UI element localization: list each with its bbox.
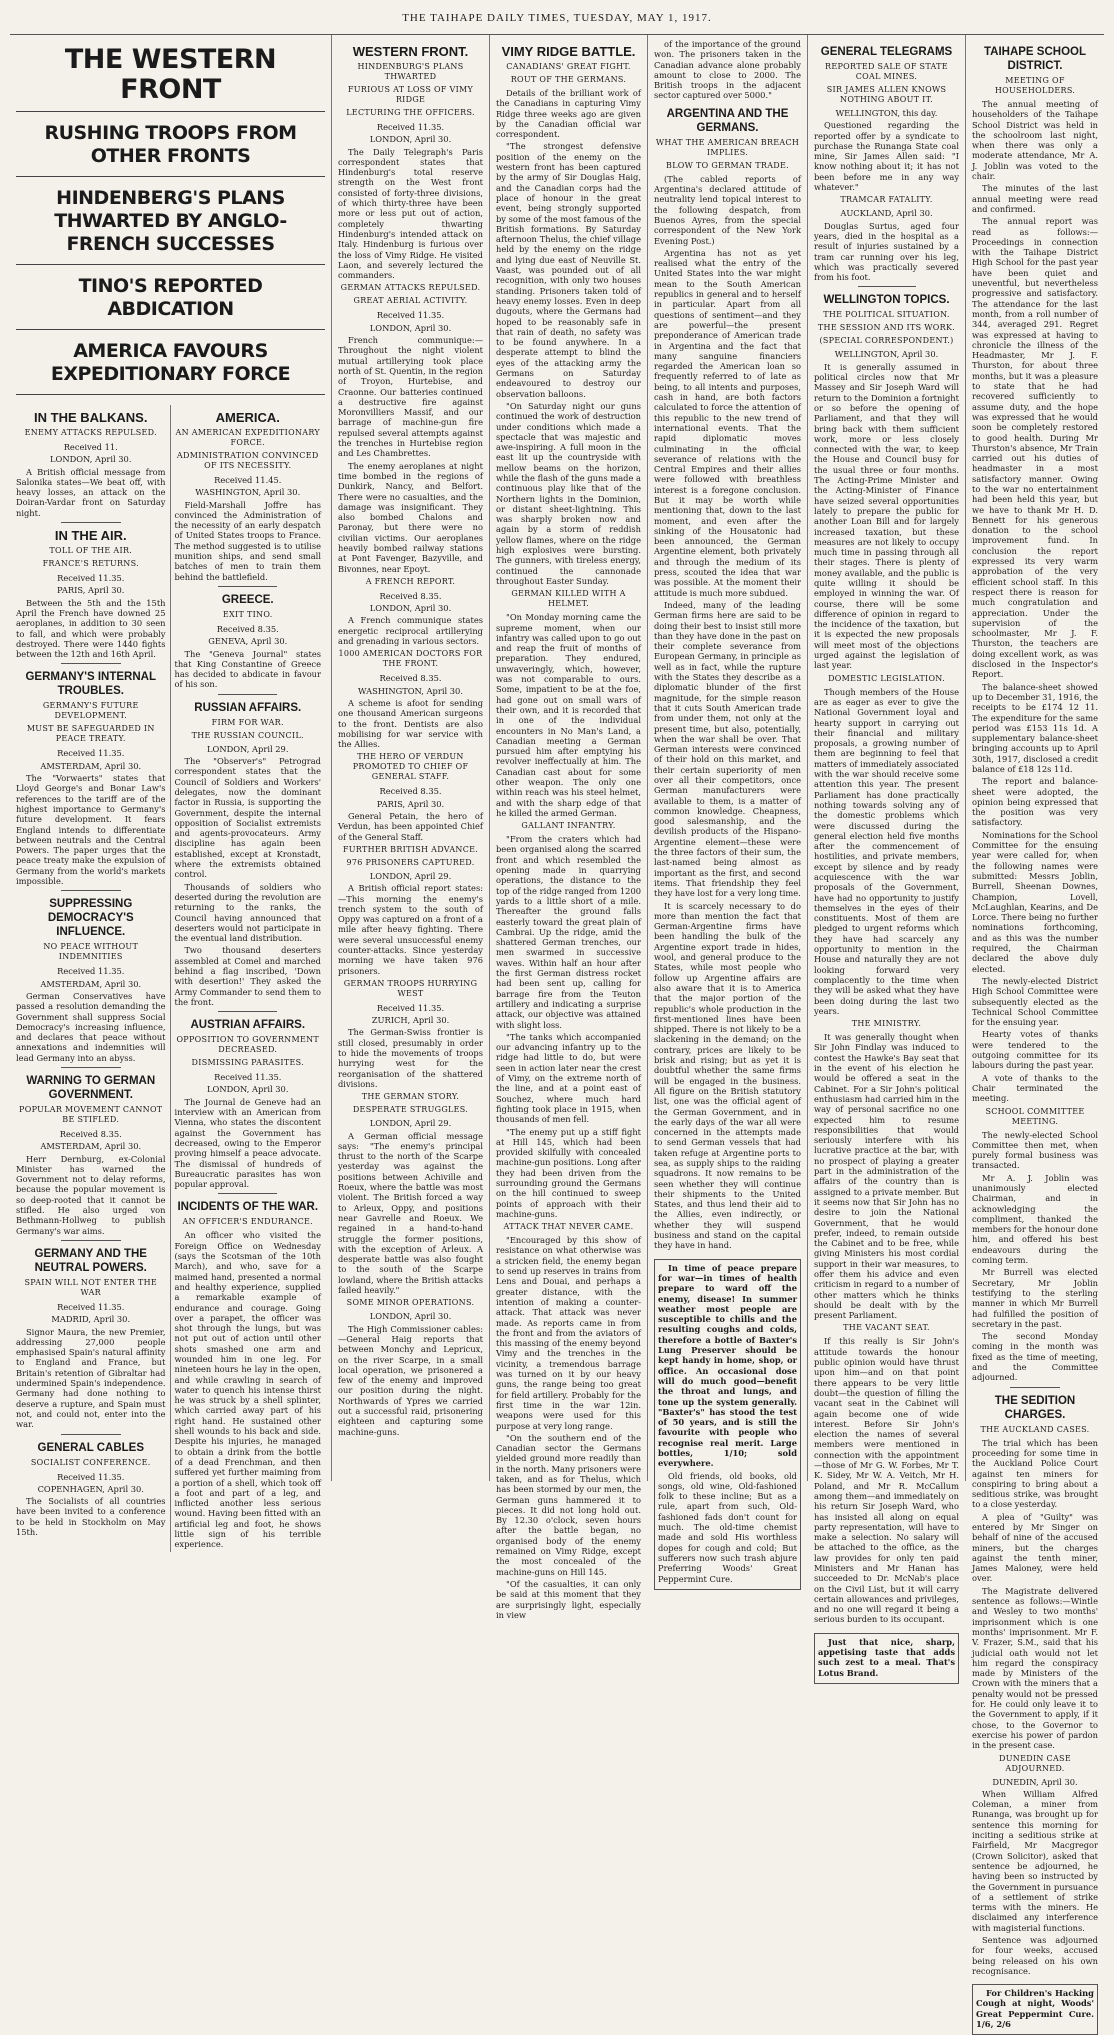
dateline: LONDON, April 29.: [369, 870, 452, 881]
article-subheading: TOLL OF THE AIR.: [49, 546, 133, 556]
advertisement-rhyme: Old friends, old books, old songs, old wine, Old-fashioned folk to these incline; But as a rule, apart from such, Old-fashioned fads don't count for much. The old-time chemist made and sold His worthless dopes for cough and cold; But sufferers now such trash abjure Preferring Woods' Great Peppermint Cure.: [658, 1470, 797, 1584]
article-body: A French communique states energetic reciprocal artillerying and grenading in various sectors.: [338, 615, 483, 647]
dateline: AMSTERDAM, April 30.: [40, 978, 142, 989]
article-body: French communique:—Throughout the night violent mutual artillerying took place north of St. Quentin, in the region of Troyon, Hurtebise, and Craonne. Our batteries continued a destructive fire against Moronvilliers Massif, and our barrage of machine-gun fire repulsed several attempts against the trenches in Hurtebise region and Les Chambrettes.: [338, 335, 483, 459]
article-body: "On the southern end of the Canadian sector the Germans yielded ground more readily than in the north. Many prisoners were taken, and as for Thelus, which has been stormed by our men, the German guns hammered it to pieces. It did not long hold out. By 12.30 o'clock, seven hours after the battle began, no organised body of the enemy remained on Vimy Ridge, except the most concealed of the machine-guns on Hill 145.: [496, 1432, 641, 1577]
article-subheading: LECTURING THE OFFICERS.: [346, 108, 475, 117]
dateline: LONDON, April 29.: [207, 743, 289, 754]
article-heading: ARGENTINA AND THE GERMANS.: [666, 107, 789, 134]
article-subheading: ROUT OF THE GERMANS.: [510, 75, 627, 84]
article-body: A British official message from Salonika states—We beat off, with heavy losses, an attack on the Doiran-Vardar front on Saturday night.: [16, 466, 166, 518]
article-subheading: THE HERO OF VERDUN PROMOTED TO CHIEF OF GENERAL STAFF.: [352, 752, 469, 782]
article-body: The second Monday coming in the month was fixed as the time of meeting, and the Committee adjourned.: [972, 1331, 1098, 1383]
article-body: An officer who visited the Foreign Office on Wednesday (says the Scotsman of the 10th March), and who, save for a maimed hand, presented a normal and healthy experience, supplied a remarkable example of endurance and courage. Going over a parapet, the officer was shot through the lungs, but was not put out of action until other shots smashed one arm and wounded him in one leg. For nineteen hours he lay in the open, and while crawling in search of water to quench his intense thirst he was struck by a shell splinter, which carried away part of his right hand. He sustained other shell wounds to his back and side. Despite his injuries, he managed to obtain a drink from the bottle of a dead Frenchman, and then suffered yet further maiming from a portion of a shell, which took off a foot and part of a leg, and inflicted another less serious wound. Having been fitted with an artificial leg and foot, he shows little sign of his terrible experience.: [174, 1230, 321, 1550]
article-subheading: (SPECIAL CORRESPONDENT.): [819, 336, 954, 346]
article-subheading: FURTHER BRITISH ADVANCE.: [342, 844, 479, 854]
article-heading: TAIHAPE SCHOOL DISTRICT.: [983, 46, 1086, 72]
article-body: Mr A. J. Joblin was unanimously elected Chairman, and in acknowledging the compliment, thanked the members for the honour done him, and offered his best endeavours during the coming term.: [972, 1172, 1098, 1266]
dateline: MADRID, April 30.: [51, 1314, 131, 1325]
article-subheading: GERMAN TROOPS HURRYING WEST: [343, 978, 478, 998]
article-subheading: GERMAN ATTACKS REPULSED.: [340, 283, 481, 293]
article-subheading: 976 PRISONERS CAPTURED.: [346, 857, 475, 867]
article-body: When William Alfred Coleman, a miner from Runanga, was brought up for sentence this morning for inciting a seditious strike at Fairfield, Mr Macgregor (Crown Solicitor), asked that sentence be adjourned, he having been so instructed by the Government in pursuance of a settlement of strike terms with the miners. He disclaimed any interference with magisterial functions.: [972, 1788, 1098, 1933]
article-body: It is generally assumed in political circles now that Mr Massey and Sir Joseph Ward will return to the Dominion a fortnight or so before the opening of Parliament, and that they will bring back with them sufficient work, more or less closely connected with the war, to keep the House and Council busy for the usual three or four months. The Acting-Prime Minister and the Acting-Minister of Finance have seized several opportunities lately to prepare the public for another Loan Bill and for largely increased taxation, but these measures are not likely to occupy much time in passing through all their stages. There is plenty of money available, and the public is quite willing it should be employed in winning the war. Of course, there will be some difference of opinion in regard to the incidence of the taxation, but it is expected the new proposals will meet most of the objections urged against the legislation of last year.: [814, 361, 959, 671]
dateline: LONDON, April 30.: [369, 1311, 452, 1322]
article-body: A scheme is afoot for sending one thousand American surgeons to the front. Dentists are also mobilising for war service with the Allies.: [338, 697, 483, 750]
article-subheading: OPPOSITION TO GOVERNMENT DECREASED.: [176, 1035, 320, 1055]
banner-headline-2: RUSHING TROOPS FROM OTHER FRONTS: [16, 122, 325, 177]
article-subheading: THE MINISTRY.: [851, 1019, 922, 1029]
article-body: "Encouraged by this show of resistance on what otherwise was a stricken field, the enemy began to send up reserves in trains from Lens and Douai, and perhaps a greater distance, with the intention of making a counter-attack. That attack was never made. As reports came in from the front and from the aviators of this massing of the enemy beyond Vimy and the trenches in the vicinity, a tremendous barrage was turned on it by our heavy guns, the range being too great for field artillery. Probably for the first time in the war 12in. weapons were used for this purpose at very long range.: [496, 1235, 641, 1431]
banner-headline-5: AMERICA FAVOURS EXPEDITIONARY FORCE: [16, 340, 325, 395]
article-body: Douglas Surtus, aged four years, died in the hospital as a result of injuries sustained by a tram car running over his leg, which was practically severed from his foot.: [814, 220, 959, 283]
divider: [858, 286, 916, 287]
article-subheading: AN OFFICER'S ENDURANCE.: [182, 1217, 314, 1227]
article-body: The High Commissioner cables:—General Haig reports that between Monchy and Lepricux, on the river Scarpe, in a small local operation, we prisonered a few of the enemy and improved our position during the night. Northwards of Ypres we carried out a successful raid, prisonering eighteen and capturing some machine-guns.: [338, 1323, 483, 1437]
dateline: WASHINGTON, April 30.: [358, 685, 463, 696]
divider: [218, 586, 277, 587]
advertisement: [814, 1633, 959, 1684]
article-subheading: THE POLITICAL SITUATION.: [823, 310, 950, 320]
article-body: The balance-sheet showed up to December 31, 1916, the receipts to be £174 12 11. The expenditure for the same period was £153 11s 1d. A supplementary balance-sheet bringing accounts up to April 30th, 1917, disclosed a credit balance of £18 12s 11d.: [972, 681, 1098, 774]
article-subheading: NO PEACE WITHOUT INDEMNITIES: [43, 942, 139, 962]
article-body: The report and balance-sheet were adopted, the opinion being expressed that the position was very satisfactory.: [972, 776, 1098, 828]
dateline: LONDON, April 30.: [369, 603, 452, 614]
advertisement-text: For Children's Hacking Cough at night, Woods' Great Peppermint Cure. 1/6, 2/6: [976, 1988, 1094, 2030]
received-time: Received 11.45.: [214, 475, 282, 485]
article-subheading: SOME MINOR OPERATIONS.: [346, 1298, 475, 1308]
dateline: COPENHAGEN, April 30.: [37, 1483, 144, 1494]
received-time: Received 11.: [63, 442, 118, 452]
column-6: [966, 35, 1104, 2030]
article-body: If this really is Sir John's attitude towards the honour public opinion would have thrust upon him—and on that point there appears to be very little doubt—the question of filling the vacant seat in the Cabinet will again become one of wide interest. Before Sir John's election the names of several members were mentioned in connection with the appointment—those of Mr G. W. Forbes, Mr T. K. Sidey, Mr W. A. Veitch, Mr H. Poland, and Mr R. McCallum among them—and immediately on his return Sir Joseph Ward, who has insisted all along on equal party representation, will have to make a selection. No salary will be attached to the office, as the law provides for only ten paid Ministers and Mr Hanan has succeeded to Dr. McNab's place on the Civil List, but it will carry certain allowances and privileges, and no one will regard it being a serious burden to its occupant.: [814, 1336, 959, 1625]
divider: [218, 694, 277, 695]
dateline: AMSTERDAM, April 30.: [40, 760, 142, 771]
column-1: [10, 35, 332, 1550]
article-body: "On Saturday night our guns continued the work of destruction under conditions which made a spectacle that was majestic and awe-inspiring. A full moon in the east lit up the countryside with mellow beams on the horizon, while the flash of the guns made a continuous play like that of the Northern lights in the Dominion, or distant sheet-lightning. This was sharply broken now and again by a storm of reddish yellow flames, where on the ridge high explosives were bursting. The gunners, with tireless energy, continued the cannonade throughout Easter Sunday.: [496, 400, 641, 586]
article-heading: IN THE AIR.: [54, 528, 127, 544]
article-body: Between the 5th and the 15th April the French have downed 25 aeroplanes, in addition to 30 seen to fall, and which were probably destroyed. There were 1440 fights between the 12th and 16th April.: [16, 597, 166, 660]
article-body: "The strongest defensive position of the enemy on the western front has been captured by the army of Sir Douglas Haig, and the Canadian corps had the place of honour in the great event, being strongly supported by some of the most famous of the British formations. By Saturday afternoon Thelus, the chief village held by the enemy on the ridge and lying due east of Neuville St. Vaast, was pounded out of all recognition, with only two houses standing. Prisoners taken told of heavy enemy losses. Even in deep dugouts, where the Germans had hoped to be reasonably safe in that rain of death, no safety was to be found anywhere. In a desperate attempt to blind the eyes of the attacking army the Germans on Saturday endeavoured to destroy our observation balloons.: [496, 141, 641, 399]
article-body: The "Observer's" Petrograd correspondent states that the Council of Soldiers and Workers' delegates, now the dominant factor in Russia, is supporting the Government, despite the internal opposition of Socialist extremists and agents-provocateurs. Army discipline has again been established, except at Kronstadt, where the extremists obtained control.: [174, 756, 321, 880]
article-body: German Conservatives have passed a resolution demanding the Government shall suppress Social Democracy's increasing influence, and declares that peace without annexations and indemnities will lead Germany into an abyss.: [16, 990, 166, 1063]
article-body: Sentence was adjourned for four weeks, accused being released on his own recognisance.: [972, 1934, 1098, 1976]
divider: [61, 1240, 121, 1241]
column-4: [648, 35, 808, 1584]
dateline: PARIS, April 30.: [376, 798, 445, 809]
received-time: Received 11.35.: [376, 1002, 445, 1013]
article-subheading: GREAT AERIAL ACTIVITY.: [353, 296, 468, 306]
article-body: It is scarcely necessary to do more than mention the fact that German-Argentine firms have been handling the bulk of the Argentine export trade in hides, wool, and general produce to the States, while most people who follow up Argentine affairs are also aware that it is to America that the major portion of the republic's whole production in the first-mentioned lines have been shipped. There is not likely to be a slackening in the demand; on the contrary, prices are likely to be brisk and rising; but as yet it is doubtful whether the same firms will be engaged in the business. All figure on the British statutory list, one was the official agent of the German Government, and in the early days of the war all were concerned in the attempts made to send German vessels that had taken refuge at Argentine ports to sea, as supply ships to the raiding squadrons. It now remains to be seen whether they will continue their shipments to the United States, and thus lend their aid to the Allies, even indirectly, or whether they will suspend business and stand on the capital they have in hand.: [654, 900, 801, 1251]
article-body: The newly-elected District High School Committee were subsequently elected as the Technical School Committee for the ensuing year.: [972, 975, 1098, 1028]
received-time: Received 11.35.: [214, 1072, 282, 1083]
article-body: The Daily Telegraph's Paris correspondent states that Hindenburg's total reserve strength on the West front consisted of forty-three divisions, of which thirty-three have been more or less put out of action, completely thwarting Hindenburg's intended attack on Italy. Hindenburg is furious over the loss of Vimy Ridge. He visited Laon, and severely lectured the commanders.: [338, 146, 483, 281]
article-body: Field-Marshall Joffre has convinced the Administration of the necessity of an early despatch of United States troops to France. The method suggested is to utilise munition ships, and send small batches of men to train them behind the battlefield.: [174, 499, 321, 582]
column-5: [808, 35, 966, 1678]
received-time: Received 8.35.: [379, 673, 442, 684]
article-subheading: MUST BE SAFEGUARDED IN PEACE TREATY.: [26, 724, 155, 744]
article-subheading: MEETING OF HOUSEHOLDERS.: [994, 76, 1076, 95]
article-subheading: THE SESSION AND ITS WORK.: [817, 323, 956, 333]
article-heading: RUSSIAN AFFAIRS.: [194, 701, 302, 714]
column-3: [490, 35, 648, 1620]
received-time: Received 8.35.: [59, 1128, 122, 1139]
article-body: Thousands of soldiers who deserted during the revolution are returning to the ranks, the Council having announced that deserters would not participate in the eventual land distribution.: [174, 881, 321, 944]
article-body: "The enemy put up a stiff fight at Hill 145, which had been provided skilfully with concealed machine-gun positions. Long after they had been driven from the surrounding ground the Germans on the hill continued to sweep points of approach with their machine-guns.: [496, 1126, 641, 1219]
article-body: The "Geneva Journal" states that King Constantine of Greece has decided to abdicate in favour of his son.: [174, 648, 321, 690]
article-body: "On Monday morning came the supreme moment, when our infantry was called upon to go out and reap the fruit of months of preparation. They endured, unwaveringly, which, however, was not comparable to ours. Some, impatient to be at the foe, had gone out on small wars of their own, and it is recorded that in one of the individual encounters in No Man's Land, a Canadian meeting a German pursued him after emptying his revolver ineffectually at him. The Canadian cast about for some other weapon. The only one within reach was his steel helmet, and with the sharp edge of that he killed the armed German.: [496, 612, 641, 818]
advertisement: [654, 1259, 801, 1590]
received-time: Received 11.35.: [376, 122, 445, 132]
divider: [218, 1011, 277, 1012]
article-subheading: GALLANT INFANTRY.: [521, 821, 616, 831]
received-time: Received 11.35.: [57, 748, 125, 759]
article-subheading: HINDENBURG'S PLANS THWARTED: [357, 62, 464, 81]
article-subheading: AN AMERICAN EXPEDITIONARY FORCE.: [175, 428, 320, 447]
article-body: of the importance of the ground won. The prisoners taken in the Canadian advance alone probably amount to close to 2000. The British troops in the adjacent sector captured over 5000.": [654, 39, 801, 101]
advertisement-text: In time of peace prepare for war—in times of health prepare to ward off the enemy, disease! In summer weather most people are susceptible to chills and the resulting coughs and colds, therefore a bottle of Baxter's Lung Preserver should be kept handy in home, shop, or office. An occasional dose will do much good—benefit the throat and lungs, and tone up the system generally. "Baxter's" has stood the test of 50 years, and is still the favourite with people who recognise real merit. Large bottles, 1/10; sold everywhere.: [658, 1262, 797, 1469]
dateline: LONDON, April 29.: [369, 1118, 452, 1129]
banner-headline-4: TINO'S REPORTED ABDICATION: [16, 275, 325, 330]
received-time: Received 8.35.: [216, 623, 279, 634]
masthead: THE TAIHAPE DAILY TIMES, TUESDAY, MAY 1, 1917.: [10, 6, 1104, 35]
article-body: It was generally thought when Sir John Findlay was induced to contest the Hawke's Bay seat that in the event of his election he would be offered a seat in the Cabinet. For a Sir John's political enthusiasm had carried him in the way of personal sacrifice no one expected him to resume responsibilities that would seriously interfere with his lucrative practice at the bar, with no prospect of playing a greater part in the administration of the affairs of the country than is assigned to a private member. But it seems now that Sir John has no desire to join the National Government, that he would prefer, indeed, to remain outside the Cabinet and to be free, while giving Ministers his most cordial support in their war measures, to offer them his advice and even criticism in regard to a number of other matters which he thinks should be dealt with by the present Parliament.: [814, 1032, 959, 1321]
divider: [218, 1193, 277, 1194]
article-subheading: 1000 AMERICAN DOCTORS FOR THE FRONT.: [338, 649, 483, 669]
article-subheading: FRANCE'S RETURNS.: [42, 559, 139, 569]
dateline: LONDON, April 30.: [369, 322, 452, 333]
article-body: Indeed, many of the leading German firms here are said to be doing their best to insist still more than they have done in the past on their complete severance from European Germany, in principle as well as in fact, while the rupture with the States they describe as a diplomatic blunder of the first magnitude, for the simple reason that it cuts South American trade from under them, not only at the present time, but also, potentially, when the war shall be over. That German interests were convinced of their hold on this market, and their certain superiority of men over all their competitors, once German manufacturers were available to them, is a matter of common knowledge. Cheapness, good salesmanship, and the devilish products of the Hispano-Argentine element—these were the three factors of their sum, the last-named being almost as important as the first, and second items. That friendship they feel they have lost for a very long time.: [654, 599, 801, 899]
article-subheading: GERMAN KILLED WITH A HELMET.: [511, 589, 626, 609]
article-body: "The tanks which accompanied our advancing infantry up to the ridge had little to do, but were seen in action later near the crest of Vimy, on the extreme north of the line, and at a point east of Souchez, where much hard fighting took place in 1915, when thousands of men fell.: [496, 1031, 641, 1125]
article-body: The annual report was read as follows:—Proceedings in connection with the Taihape District High School for the past year have been quiet and uneventful, but nevertheless progressive and satisfactory. The attendance for the last month, from a roll number of 344, averaged 291. Regret was expressed at having to chronicle the illness of the Headmaster, Mr J. F. Thurston, for about three months, but it was a pleasure to state that he had recovered sufficiently to assume duty, and the hope was expressed that he would soon be completely restored to good health. During Mr Thurston's absence, Mr Train carried out his duties of headmaster in a most satisfactory manner. Owing to the war no entertainment had been held this year, but we have to thank Mr H. D. Bennett for his generous donation to the school improvement fund. In conclusion the report expressed its very warm approbation of the very efficient school staff. In this respect there is reason for much congratulation and appreciation. Under the supervision of the schoolmaster, Mr J. F. Thurston, the teachers are doing excellent work, as was disclosed in the Inspector's Report.: [972, 216, 1098, 680]
dateline: PARIS, April 30.: [57, 585, 125, 596]
article-subheading: ATTACK THAT NEVER CAME.: [503, 1222, 634, 1232]
article-body: The Magistrate delivered sentence as follows:—Wintle and Wesley to two months' imprisonment which is one months' imprisonment. Mr F. V. Frazer, S.M., said that his judicial oath would not let him regard the conspiracy made by Ministers of the Crown with the miners that a penalty would not be pressed for. He could only leave it to the Government to apply, if it chose, to the Governor to exercise his power of pardon in the present case.: [972, 1585, 1098, 1751]
article-heading: AUSTRIAN AFFAIRS.: [190, 1019, 306, 1032]
article-body: "Of the casualties, it can only be said at this moment that they are surprisingly light, especially in view: [496, 1578, 641, 1620]
article-subheading: CANADIANS' GREAT FIGHT.: [506, 62, 631, 71]
divider: [61, 890, 121, 891]
dateline: GENEVA, April 30.: [208, 636, 288, 647]
article-heading: GERMANY'S INTERNAL TROUBLES.: [25, 671, 156, 698]
divider: [61, 1067, 121, 1068]
article-subheading: SCHOOL COMMITTEE MEETING.: [985, 1106, 1085, 1126]
dateline: LONDON, April 30.: [207, 1084, 289, 1095]
dateline: LONDON, April 30.: [50, 454, 132, 465]
article-body: A German official message says: "The enemy's principal thrust to the north of the Scarpe yesterday was against the positions between Achiville and Roeux, where the battle was most violent. The British forced a way to Arleux, Oppy, and positions near Gavrelle and Roeux. We regained in a hand-to-hand struggle the former positions, with the exception of Arleux. A desperate battle was also fought to the south of the Scarpe lowland, where the British attacks failed heavily.": [338, 1130, 483, 1296]
article-body: Argentina has not as yet realised what the entry of the United States into the war might mean to the South American republics in general and to herself in particular. Apart from all questions of sentiment—and they are powerful—the present preponderance of American trade in Argentina and the fact that many sanguine financiers regarded the American loan so frequently referred to of late as being, to all intents and purposes, cash in hand, are both factors calculated to force the attention of this republic to the new trend of international events. That the rapid diplomatic moves culminating in the official severance of relations with the Central Empires and their allies were followed with breathless interest is a foregone conclusion. But it may be worth while mentioning that, down to the last moment, and even after the sinking of the Housatonic had been announced, the German Argentine element, both privately and through the medium of its press, scouted the idea that war was possible. At the moment their attitude is much more subdued.: [654, 247, 801, 598]
article-body: The minutes of the last annual meeting were read and confirmed.: [972, 183, 1098, 214]
article-body: Details of the brilliant work of the Canadians in capturing Vimy Ridge three weeks ago are given by the Canadian official war correspondent.: [496, 88, 641, 140]
received-time: Received 11.35.: [376, 310, 445, 321]
received-time: Received 11.35.: [57, 1471, 125, 1482]
article-body: The enemy aeroplanes at night time bombed in the regions of Dunkirk, Nancy, and Belfort. There were no casualties, and the damage was insignificant. They also bombed Chalons and Paronay, but there were no civilian victims. Our aeroplanes heavily bombed railway stations at Pont Favenger, Bazyville, and Bivonnes, near Epoyt.: [338, 460, 483, 574]
article-body: General Petain, the hero of Verdun, has been appointed Chief of the General Staff.: [338, 811, 483, 842]
article-body: The trial which has been proceeding for some time in the Auckland Police Court against ten miners for conspiring to bring about a seditious strike, was brought to a close yesterday.: [972, 1437, 1098, 1510]
article-subheading: GERMANY'S FUTURE DEVELOPMENT.: [42, 701, 139, 721]
article-heading: INCIDENTS OF THE WAR.: [177, 1201, 319, 1214]
received-time: Received 11.35.: [57, 1301, 125, 1312]
article-heading: GENERAL CABLES: [37, 1441, 144, 1454]
article-body: The annual meeting of householders of the Taihape School District was held in the schoolroom last night, when there was only a moderate attendance, Mr A. J. Joblin was voted to the chair.: [972, 99, 1098, 182]
article-subheading: REPORTED SALE OF STATE COAL MINES.: [825, 62, 948, 81]
article-heading: THE SEDITION CHARGES.: [994, 1394, 1076, 1421]
article-body: "From the craters which had been organised along the scarred front and which resembled the opening made in quarrying operations, the distance to the top of the ridge ranged from 1200 yards to a little short of a mile. Thereafter the ground falls easterly toward the great plain of Cambrai. Up the ridge, amid the shattered German trenches, our men swarmed in successive waves. Within half an hour after the first German distress rocket had been sent up, calling for barrage fire from the Teuton artillery and indicating a surprise attack, our objective was attained with slight loss.: [496, 834, 641, 1030]
article-subheading: THE AUCKLAND CASES.: [980, 1424, 1090, 1434]
column-2: [332, 35, 490, 1481]
article-body: A plea of "Guilty" was entered by Mr Singer on behalf of nine of the accused miners, but the charges against the tenth miner, James Maloney, were held over.: [972, 1511, 1098, 1584]
article-heading: WARNING TO GERMAN GOVERNMENT.: [26, 1074, 156, 1101]
dateline: DUNEDIN, April 30.: [992, 1776, 1078, 1787]
article-body: Though members of the House are as eager as ever to give the National Government loyal and hearty support in carrying out their financial and military proposals, a growing number of them are beginning to feel that matters of immediately associated with the war should receive some attention this year. The present Parliament has done practically nothing towards solving any of the domestic problems which were discussed during the general election held five months after the commencement of hostilities, and private members, except by silence and by ready acquiescence with the war proposals of the Government, have had no opportunity to justify themselves in the eyes of their constituents. Most of them are pledged to urgent reforms which they have had scarcely any opportunity to mention in the House and naturally they are not looking forward very complacently to the time when they will be asked what they have been doing during the last two years.: [814, 686, 959, 1016]
received-time: Received 11.35.: [57, 573, 125, 584]
column-1a: [16, 405, 171, 1552]
article-subheading: A FRENCH REPORT.: [365, 576, 456, 586]
article-subheading: SPAIN WILL NOT ENTER THE WAR: [24, 1277, 158, 1297]
article-subheading: BLOW TO GERMAN TRADE.: [666, 160, 789, 170]
advertisement: [972, 1984, 1098, 2035]
article-subheading: DESPERATE STRUGGLES.: [352, 1105, 469, 1115]
dateline: WELLINGTON, this day.: [835, 108, 938, 118]
article-body: Two thousand deserters assembled at Comel and marched behind a flag inscribed, 'Down with desertion!' They asked the Army Commander to send them to the front.: [174, 945, 321, 1007]
article-heading: SUPPRESSING DEMOCRACY'S INFLUENCE.: [47, 898, 134, 939]
banner-headline-3: HINDENBERG'S PLANS THWARTED BY ANGLO-FRENCH SUCCESSES: [16, 187, 325, 265]
article-heading: VIMY RIDGE BATTLE.: [501, 44, 636, 59]
article-subheading: ADMINISTRATION CONVINCED OF ITS NECESSITY.: [176, 451, 319, 470]
divider: [61, 663, 121, 664]
dateline: AMSTERDAM, April 30.: [40, 1141, 142, 1152]
article-subheading: FURIOUS AT LOSS OF VIMY RIDGE: [347, 85, 474, 104]
article-subheading: FIRM FOR WAR.: [211, 717, 284, 727]
article-body: Hearty votes of thanks were tendered to the outgoing committee for its labours during the past year.: [972, 1029, 1098, 1071]
received-time: Received 11.35.: [57, 966, 125, 977]
article-body: The Socialists of all countries have been invited to a conference to be held in Stockholm on May 15th.: [16, 1496, 166, 1537]
article-body: The Journal de Geneve had an interview with an American from Vienna, who states the discontent against the Government has decreased, owing to the Emperor proving himself a peace advocate. The dismissal of hundreds of Bureaucratic parasites has won popular approval.: [174, 1096, 321, 1190]
article-subheading: POPULAR MOVEMENT CANNOT BE STIFLED.: [19, 1104, 163, 1124]
article-subheading: WHAT THE AMERICAN BREACH IMPLIES.: [655, 137, 800, 157]
article-heading: AMERICA.: [215, 410, 280, 425]
article-body: The "Vorwaerts" states that Lloyd George's and Bonar Law's references to the tariff are of the highest importance to Germany's future development. It fears England intends to differentiate between neutrals and the Central Powers. The paper urges that the peace treaty make the expulsion of Germany from the world's markets impossible.: [16, 773, 166, 887]
article-subheading: EXIT TINO.: [222, 609, 273, 619]
article-body: (The cabled reports of Argentina's declared attitude of neutrality lend topical interest to the following despatch, from Buenos Ayres, from the special correspondent of the New York Evening Post.): [654, 173, 801, 246]
dateline: AUCKLAND, April 30.: [840, 208, 933, 219]
dateline: ZURICH, April 30.: [371, 1015, 450, 1026]
article-body: A British official report states:—This morning the enemy's trench system to the south of Oppy was captured on a front of a mile after heavy fighting. There were several unsuccessful enemy counter-attacks. Since yesterday morning we have taken 976 prisoners.: [338, 883, 483, 976]
article-heading: GENERAL TELEGRAMS: [820, 46, 953, 58]
article-subheading: DISMISSING PARASITES.: [191, 1058, 304, 1068]
article-subheading: THE RUSSIAN COUNCIL.: [191, 730, 304, 740]
article-body: Nominations for the School Committee for the ensuing year were called for, when the following names were submitted: Messrs Joblin, Burrell, Sheenan Downes, Champion, Lovell, McLaughlan, Kearins, and De Lorce. There being no further nominations forthcoming, and as this was the number required, the Chairman declared the above duly elected.: [972, 829, 1098, 974]
article-body: A vote of thanks to the Chair terminated the meeting.: [972, 1072, 1098, 1104]
article-body: Questioned regarding the reported offer by a syndicate to purchase the Runanga State coal mine, Sir James Allen said: "I know nothing about it; it has not been before me in any way whatever.": [814, 120, 959, 193]
divider: [1010, 1387, 1060, 1388]
article-subheading: DUNEDIN CASE ADJOURNED.: [999, 1753, 1071, 1773]
article-heading: WESTERN FRONT.: [352, 44, 469, 59]
dateline: LONDON, April 30.: [369, 134, 452, 145]
article-heading: GREECE.: [221, 593, 274, 606]
advertisement-text: Just that nice, sharp, appetising taste that adds such zest to a meal. That's Lotus Brand.: [818, 1636, 955, 1678]
article-subheading: THE VACANT SEAT.: [843, 1323, 930, 1333]
divider: [61, 522, 121, 523]
article-heading: WELLINGTON TOPICS.: [823, 294, 950, 307]
article-subheading: THE GERMAN STORY.: [361, 1092, 460, 1102]
article-subheading: TRAMCAR FATALITY.: [840, 195, 933, 205]
article-body: The newly-elected School Committee then met, when purely formal business was transacted.: [972, 1129, 1098, 1171]
article-body: Signor Maura, the new Premier, addressing 27,000 people emphasised Spain's natural affinity to England and France, but Britain's retention of Gibraltar had undermined Spain's independence. Germany had done nothing to deserve a rupture, and Spain must not, and could not, enter into the war.: [16, 1326, 166, 1430]
article-body: Herr Dernburg, ex-Colonial Minister has warned the Government not to delay reforms, because the popular movement is so deep-rooted that it cannot be stifled. He also urged von Bethmann-Hollweg to publish Germany's war aims.: [16, 1153, 166, 1236]
article-body: The German-Swiss frontier is still closed, presumably in order to hide the movements of troops hurrying west for the reorganisation of the shattered divisions.: [338, 1027, 483, 1089]
divider: [61, 1434, 121, 1435]
article-heading: GERMANY AND THE NEUTRAL POWERS.: [34, 1247, 147, 1274]
received-time: Received 8.35.: [379, 590, 442, 601]
dateline: WASHINGTON, April 30.: [195, 487, 301, 498]
column-1b: [171, 405, 326, 1552]
article-subheading: ENEMY ATTACKS REPULSED.: [24, 428, 157, 437]
article-heading: IN THE BALKANS.: [34, 410, 148, 425]
article-body: Mr Burrell was elected Secretary, Mr Joblin testifying to the sterling manner in which Mr Burrell had fulfilled the position of secretary in the past.: [972, 1267, 1098, 1329]
banner-headline-1: THE WESTERN FRONT: [16, 45, 325, 112]
received-time: Received 8.35.: [379, 786, 442, 797]
article-subheading: SIR JAMES ALLEN KNOWS NOTHING ABOUT IT.: [826, 85, 947, 104]
article-subheading: DOMESTIC LEGISLATION.: [828, 673, 945, 683]
article-subheading: SOCIALIST CONFERENCE.: [30, 1457, 151, 1467]
dateline: WELLINGTON, April 30.: [834, 349, 939, 360]
